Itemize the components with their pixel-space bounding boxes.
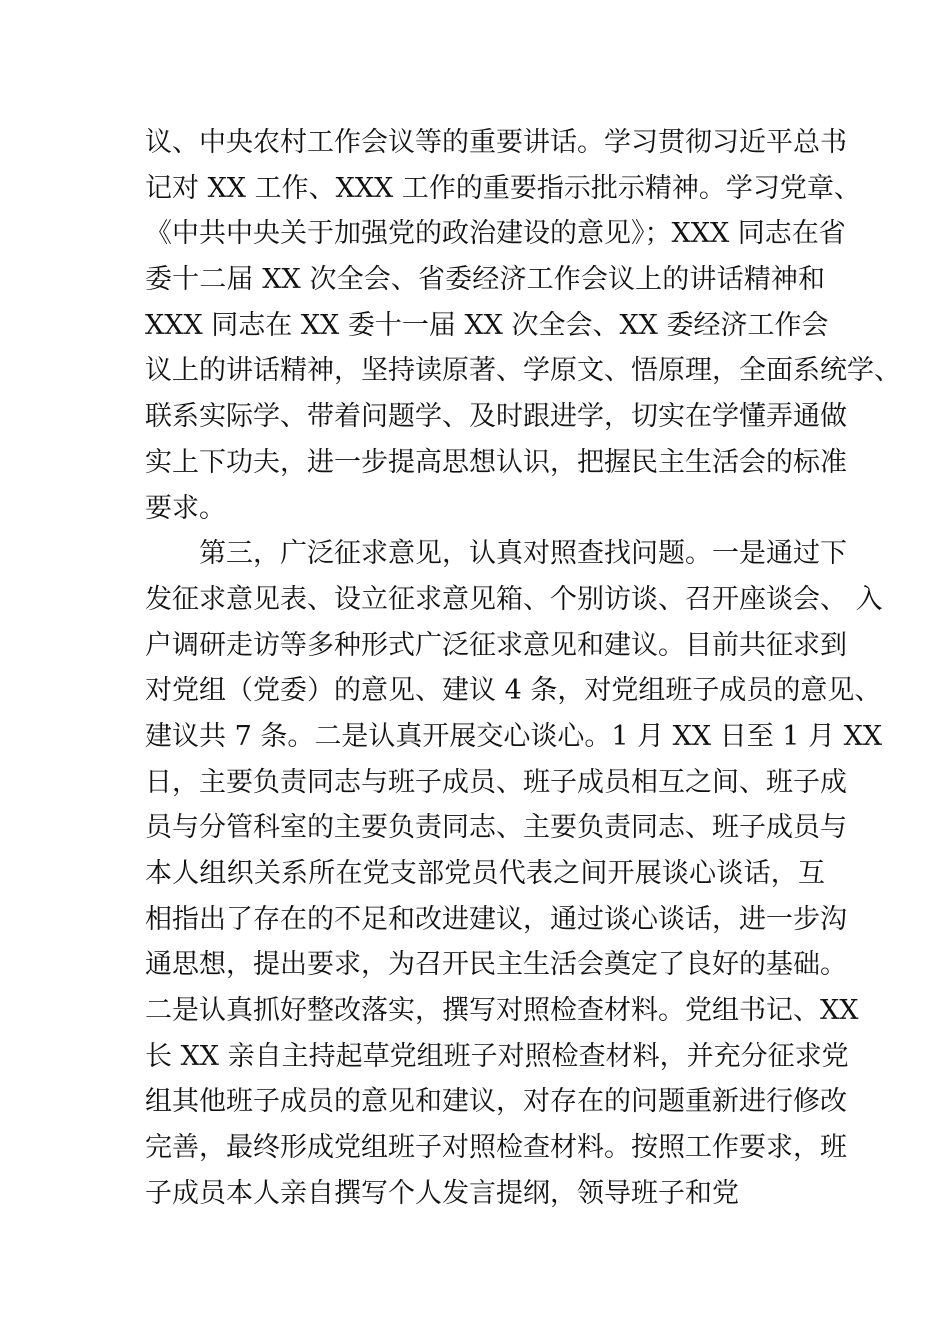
text-line: 子成员本人亲自撰写个人发言提纲，领导班子和党 [145,1177,739,1209]
text-line: 组其他班子成员的意见和建议，对存在的问题重新进行修改 [145,1086,847,1118]
text-line: 户调研走访等多种形式广泛征求意见和建议。目前共征求到 [145,629,847,661]
paragraph-first-line: 第三，广泛征求意见，认真对照查找问题。一是通过下 [199,538,847,570]
text-line: 实上下功夫，进一步提高思想认识，把握民主生活会的标准 [145,446,847,478]
text-line: 员与分管科室的主要负责同志、主要负责同志、班子成员与 [145,812,847,844]
text-line: 《中共中央关于加强党的政治建设的意见》；XXX 同志在省 [145,218,846,250]
text-line: 建议共 7 条。二是认真开展交心谈心。1 月 XX 日至 1 月 XX [145,720,883,752]
text-line: 议、中央农村工作会议等的重要讲话。学习贯彻习近平总书 [145,127,847,158]
text-line: 发征求意见表、设立征求意见箱、个别访谈、召开座谈会、 入 [145,583,883,615]
text-line: 相指出了存在的不足和改进建议，通过谈心谈话，进一步沟 [145,903,847,935]
text-line: 记对 XX 工作、XXX 工作的重要指示批示精神。学习党章、 [145,172,861,204]
text-line: 联系实际学、带着问题学、及时跟进学，切实在学懂弄通做 [145,401,847,433]
text-line: 委十二届 XX 次全会、省委经济工作会议上的讲话精神和 [145,264,825,296]
body-text [145,120,901,1217]
text-line: 日，主要负责同志与班子成员、班子成员相互之间、班子成 [145,766,847,798]
text-line: 对党组（党委）的意见、建议 4 条，对党组班子成员的意见、 [145,675,882,707]
text-line: 要求。 [145,492,226,524]
text-line: 议上的讲话精神，坚持读原著、学原文、悟原理，全面系统学、 [145,355,901,387]
text-line: 通思想，提出要求，为召开民主生活会奠定了良好的基础。 [145,949,847,981]
text-line: XXX 同志在 XX 委十一届 XX 次全会、XX 委经济工作会 [145,309,829,341]
text-line: 长 XX 亲自主持起草党组班子对照检查材料，并充分征求党 [145,1040,849,1072]
text-line: 本人组织关系所在党支部党员代表之间开展谈心谈话，互 [145,858,825,889]
text-line: 二是认真抓好整改落实，撰写对照检查材料。党组书记、XX [145,995,859,1027]
text-line: 完善，最终形成党组班子对照检查材料。按照工作要求，班 [145,1132,847,1164]
